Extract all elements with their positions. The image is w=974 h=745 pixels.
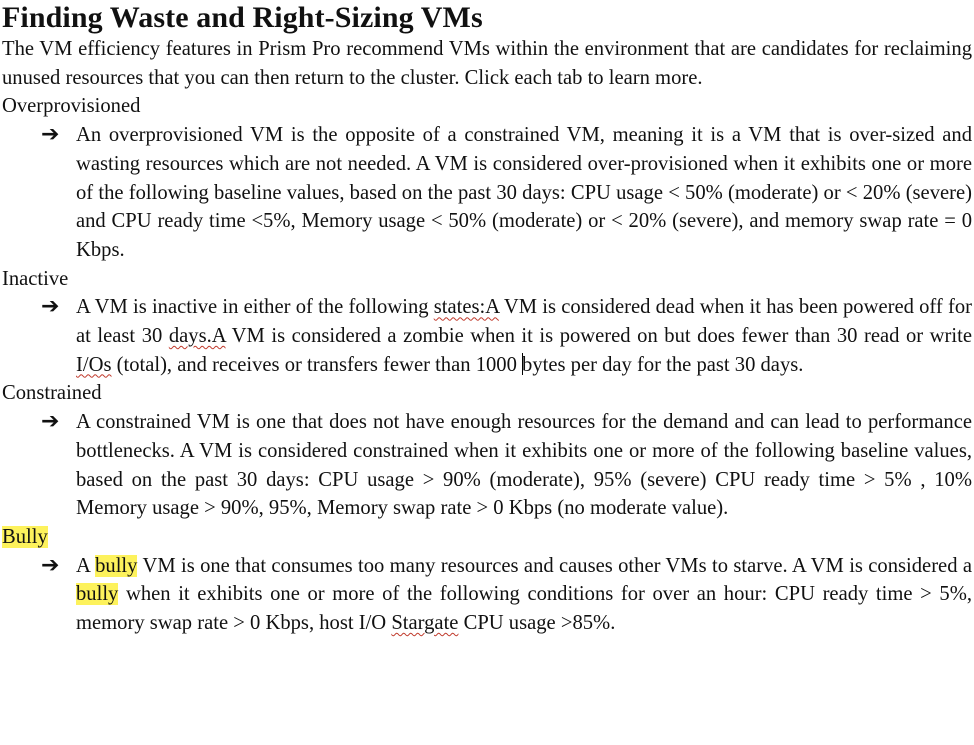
- text-run: VM is one that consumes too many resources and causes other VMs to starve. A VM is considered a: [137, 554, 972, 577]
- bullet-constrained: [2, 408, 972, 523]
- highlighted-label: Bully: [2, 525, 48, 548]
- text-run: A VM is inactive in either of the following: [76, 296, 434, 319]
- section-label-overprovisioned: Overprovisioned: [2, 95, 141, 118]
- section-label-bully: [2, 523, 972, 552]
- highlighted-word: bully: [76, 583, 119, 606]
- intro-paragraph: The VM efficiency features in Prism Pro recommend VMs within the environment that are candidates for reclaiming unused resources that you can then return to the cluster. Click each tab to learn more.: [2, 38, 972, 89]
- bullet-bully: [2, 552, 972, 638]
- arrow-bullet-icon: ➔: [41, 552, 60, 578]
- text-run: VM is considered a zombie when it is powered on but does fewer than 30 read or write: [225, 325, 972, 348]
- bullet-text-bully: [76, 552, 972, 638]
- section-label-constrained: Constrained: [2, 382, 102, 405]
- bullet-text-inactive[interactable]: [76, 293, 972, 379]
- bullet-text-overprovisioned: An overprovisioned VM is the opposite of a constrained VM, meaning it is a VM that is over-sized and wasting resources which are not needed. A VM is considered over-provisioned when it exhibits one or more of the following baseline values, based on the past 30 days: CPU usage < 50% (moderate) or < 20% (severe) and CPU ready time <5%, Memory usage < 50% (moderate) or < 20% (severe), and memory swap rate = 0 Kbps.: [76, 124, 972, 261]
- text-run: A: [76, 554, 96, 577]
- text-run: bytes per day for the past 30 days.: [522, 353, 804, 376]
- bullet-overprovisioned: [2, 121, 972, 265]
- arrow-bullet-icon: ➔: [41, 122, 60, 148]
- arrow-bullet-icon: ➔: [41, 294, 60, 320]
- spellcheck-word[interactable]: I/Os: [76, 353, 112, 376]
- spellcheck-word[interactable]: days.A: [168, 325, 226, 348]
- page-title: Finding Waste and Right-Sizing VMs: [2, 1, 483, 34]
- spellcheck-word[interactable]: Stargate: [391, 612, 459, 635]
- bullet-text-constrained: A constrained VM is one that does not have enough resources for the demand and can lead to performance bottlenecks. A VM is considered constrained when it exhibits one or more of the following baseline values, based on the past 30 days: CPU usage > 90% (moderate), 95% (severe) CPU ready time > 5% , 10% Memory usage > 90%, 95%, Memory swap rate > 0 Kbps (no moderate value).: [76, 411, 972, 520]
- bullet-inactive: [2, 293, 972, 379]
- text-run: VM is considered dead when it has been powered off for at least 30: [76, 296, 972, 348]
- spellcheck-word[interactable]: states:A: [433, 296, 499, 319]
- text-run: CPU usage >85%.: [458, 612, 616, 635]
- section-label-inactive: Inactive: [2, 267, 69, 290]
- text-run: (total), and receives or transfers fewer than 1000: [111, 353, 523, 376]
- highlighted-word: bully: [95, 554, 138, 577]
- arrow-bullet-icon: ➔: [41, 409, 60, 435]
- text-run: when it exhibits one or more of the following conditions for over an hour: CPU ready time > 5%, memory swap rate > 0 Kbps, host I/O: [76, 583, 972, 635]
